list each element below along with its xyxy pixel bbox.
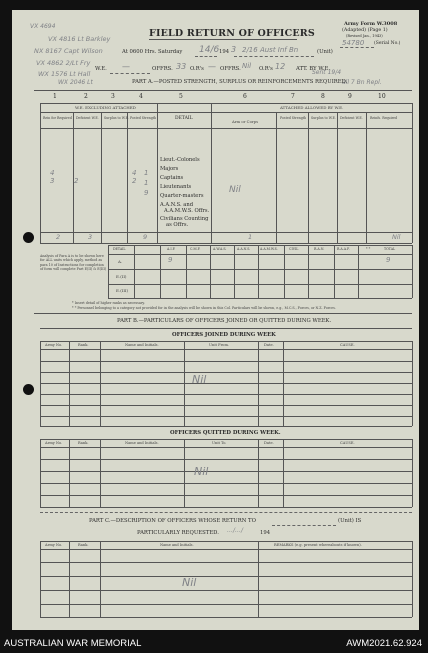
date-line xyxy=(195,56,217,57)
hw-mark: 2 xyxy=(132,177,137,185)
part-c-col xyxy=(258,541,259,617)
table-a-col xyxy=(157,103,158,243)
table-a-col xyxy=(211,103,212,243)
joined-row xyxy=(40,405,412,406)
analysis-col xyxy=(108,245,109,298)
serial-number: 54780 xyxy=(342,39,365,47)
table-a-col xyxy=(101,112,102,243)
scribble-line: VX 4816 Lt Barkley xyxy=(48,35,111,43)
subheader-c10: Reinfs. Required xyxy=(370,116,398,120)
subheader-c5: DETAIL xyxy=(175,116,193,121)
header-date: 14/6 xyxy=(199,45,220,55)
rank-label: A.A.N.S. and xyxy=(160,202,194,208)
col-number: 10 xyxy=(378,93,386,100)
ors-value: — xyxy=(208,62,216,71)
archive-caption-bar xyxy=(0,634,428,653)
part-c-col-head: Army No. xyxy=(45,543,63,547)
joined-bottom xyxy=(40,426,412,427)
joined-title: OFFICERS JOINED DURING WEEK xyxy=(172,332,276,338)
part-c-col-head: Name and Initials. xyxy=(160,543,194,547)
subheader-c2: Deficient W.E. xyxy=(76,116,99,120)
we-line xyxy=(110,73,150,74)
part-c-row xyxy=(40,562,412,563)
part-c-head-top xyxy=(40,541,412,542)
scribble-line: NX 8167 Capt Wilson xyxy=(34,47,103,55)
analysis-col-head: C.M.F. xyxy=(190,247,201,251)
hw-mark: 9 xyxy=(143,233,148,241)
scribble-line: WX 1576 Lt Hall xyxy=(38,70,91,78)
table-a-top xyxy=(40,103,412,104)
quitted-col-head: Rank. xyxy=(78,441,89,445)
header-unit: 2/16 Aust Inf Bn xyxy=(242,46,299,54)
analysis-col xyxy=(412,245,413,298)
part-c-row xyxy=(40,590,412,591)
joined-col xyxy=(69,341,70,426)
col-number: 3 xyxy=(111,93,115,100)
part-c-col xyxy=(100,541,101,617)
analysis-col-head: A.A.M.W.S. xyxy=(260,247,278,251)
quitted-col-head: CAUSE. xyxy=(340,441,355,445)
analysis-row-label: A. xyxy=(118,259,123,264)
caption-left: AUSTRALIAN WAR MEMORIAL xyxy=(4,638,142,649)
analysis-col-head: CIVIL xyxy=(289,247,299,251)
analysis-col xyxy=(234,245,235,298)
hw-mark: 3 xyxy=(88,233,93,241)
analysis-col-head: A.A.N.S. xyxy=(237,247,251,251)
col-number: 6 xyxy=(243,93,247,100)
subheader-c3: Surplus to W.E. xyxy=(104,116,129,120)
analysis-col xyxy=(258,245,259,298)
part-a-rule xyxy=(34,90,412,91)
subheader-c7: Posted Strength xyxy=(280,116,307,120)
analysis-col xyxy=(284,245,285,298)
subheader-c9: Deficient W.E. xyxy=(340,116,363,120)
joined-col-head: CAUSE. xyxy=(340,343,355,347)
part-c-separator xyxy=(40,512,412,513)
joined-row xyxy=(40,383,412,384)
quitted-row xyxy=(40,459,412,460)
col-number: 9 xyxy=(348,93,352,100)
quitted-col-head: Unit To. xyxy=(212,441,227,445)
at-label: At 0600 Hrs. Saturday xyxy=(122,49,183,55)
part-c-bottom xyxy=(40,617,412,618)
quitted-col xyxy=(258,439,259,507)
joined-row xyxy=(40,361,412,362)
analysis-row-label: E.(III) xyxy=(116,288,129,293)
part-b-top-rule xyxy=(34,313,412,314)
hw-mark: 2 xyxy=(56,233,61,241)
footnote: * * Personnel belonging to a category not provided for in the analysis will be shown in this Col. Particulars will be shown, e.g., M.C.S., Forces, or N.Z. Forces. xyxy=(72,306,336,310)
quitted-nil: Nil xyxy=(194,465,209,478)
col-number: 7 xyxy=(291,93,295,100)
col-number: 2 xyxy=(84,93,88,100)
joined-nil: Nil xyxy=(192,373,207,386)
quitted-col xyxy=(283,439,284,507)
part-c-row xyxy=(40,604,412,605)
part-c-title: PART C.—DESCRIPTION OF OFFICERS WHOSE RETURN TO xyxy=(89,518,256,524)
form-ref-line2: (Adapted) (Page 1) xyxy=(342,28,388,33)
table-a-col xyxy=(308,112,309,243)
offrs2-label: OFFRS. xyxy=(220,66,241,72)
hw-mark: 4 xyxy=(132,169,137,177)
rank-label: as Offrs. xyxy=(166,222,189,228)
table-a-headline xyxy=(40,128,412,129)
part-c-unit-line xyxy=(272,525,336,526)
we-excl-header: W.E. EXCLUDING ATTACHED xyxy=(75,105,136,110)
joined-col xyxy=(412,341,413,426)
quitted-row xyxy=(40,495,412,496)
analysis-col-head: DETAIL xyxy=(113,247,126,251)
analysis-col xyxy=(160,245,161,298)
we-value: — xyxy=(122,62,130,71)
part-c-line2: PARTICULARLY REQUESTED. xyxy=(137,530,219,536)
part-c-date: …/…/ xyxy=(227,527,244,534)
analysis-col-head: R.A.N. xyxy=(314,247,325,251)
hw-mark: 3 xyxy=(50,177,55,185)
punch-hole-top xyxy=(23,232,34,243)
scribble-line: VX 4694 xyxy=(30,23,56,30)
quitted-col xyxy=(69,439,70,507)
analysis-top xyxy=(108,245,412,246)
analysis-bottom xyxy=(108,298,412,299)
hw-mark: 2 xyxy=(74,177,79,185)
form-ref-line1: Army Form W.3008 xyxy=(344,21,398,27)
form-sheet xyxy=(12,10,419,630)
form-ref-line3: (Revised Jan., 1943) xyxy=(346,34,383,38)
header-year: 3 xyxy=(231,45,237,54)
table-a-col xyxy=(337,112,338,243)
table-a-col xyxy=(40,103,41,243)
quitted-head-bottom xyxy=(40,447,412,448)
hw-mark: 1 xyxy=(248,233,253,241)
joined-col-head: Name and Initials. xyxy=(125,343,159,347)
hw-mark-nil: Nil xyxy=(229,185,241,195)
joined-col xyxy=(184,341,185,426)
joined-row xyxy=(40,416,412,417)
hw-mark: 9 xyxy=(144,189,149,197)
subheader-c8: Surplus to W.E. xyxy=(311,116,336,120)
analysis-note-text: Analysis of Para A is to be shown here for ALL units which apply, method as para 10 of Instructions for completion of form will complete Part E(II) & E(III) xyxy=(40,254,107,271)
serial-label: (Serial No.) xyxy=(374,41,401,46)
quitted-row xyxy=(40,471,412,472)
part-c-col xyxy=(412,541,413,617)
scribble-line: VX 4862 2/Lt Fry xyxy=(36,59,91,67)
part-b-rule xyxy=(40,328,412,329)
rank-label: A.A.M.W.S. Offrs. xyxy=(164,208,210,214)
analysis-note xyxy=(40,254,108,271)
analysis-head xyxy=(108,254,412,255)
col-number: 5 xyxy=(179,93,183,100)
we-label: W.E. xyxy=(95,66,107,72)
subheader-c1: Rein for Required xyxy=(43,116,72,120)
analysis-col-head: A.W.A.S. xyxy=(213,247,227,251)
hw-mark-nil: Nil xyxy=(392,233,401,241)
joined-head-bottom xyxy=(40,349,412,350)
rank-label: Lieut.-Colonels xyxy=(160,157,200,163)
analysis-row xyxy=(108,269,412,270)
ors2-value: 12 xyxy=(275,62,286,71)
col-number: 4 xyxy=(139,93,143,100)
quitted-bottom xyxy=(40,507,412,508)
table-a-col xyxy=(276,112,277,243)
ors-label: O.R's xyxy=(190,66,204,72)
joined-col xyxy=(100,341,101,426)
rank-label: Lieutenants xyxy=(160,184,192,190)
table-a-col xyxy=(412,103,413,243)
table-a-col xyxy=(366,112,367,243)
quitted-col xyxy=(100,439,101,507)
caption-right: AWM2021.62.924 xyxy=(346,638,422,649)
part-b-title: PART B.—PARTICULARS OF OFFICERS JOINED OR QUITTED DURING WEEK. xyxy=(117,318,332,324)
joined-head-top xyxy=(40,341,412,342)
joined-col-head: Rank. xyxy=(78,343,89,347)
unit-line xyxy=(234,56,314,57)
joined-col xyxy=(258,341,259,426)
ors2-label: O.R's xyxy=(259,66,273,72)
hw-mark: 4 xyxy=(50,169,55,177)
scribble-line: WX 2046 Lt xyxy=(58,79,93,86)
quitted-col xyxy=(412,439,413,507)
joined-row xyxy=(40,394,412,395)
hw-mark: 1 xyxy=(144,179,149,187)
col-number: 1 xyxy=(53,93,57,100)
offrs-label: OFFRS. xyxy=(152,66,173,72)
analysis-col-head: TOTAL xyxy=(384,247,396,251)
analysis-col xyxy=(210,245,211,298)
part-c-col-head: Rank. xyxy=(78,543,89,547)
joined-col xyxy=(283,341,284,426)
analysis-col xyxy=(186,245,187,298)
analysis-col-head: R.A.A.F. xyxy=(337,247,350,251)
quitted-title: OFFICERS QUITTED DURING WEEK. xyxy=(170,430,281,436)
title-underline xyxy=(149,39,297,40)
hw-mark: 1 xyxy=(144,169,149,177)
att-label: ATT. BY W.E. xyxy=(296,66,331,72)
offrs2-value: Nil xyxy=(242,62,252,70)
col-number: 8 xyxy=(321,93,325,100)
joined-col-head: Unit From. xyxy=(209,343,230,347)
analysis-total-value: 9 xyxy=(386,256,391,264)
part-c-year: 194 xyxy=(260,530,271,536)
part-c-unit-label: (Unit) IS xyxy=(338,518,362,524)
analysis-aif-value: 9 xyxy=(168,256,173,264)
quitted-col-head: Date. xyxy=(264,441,274,445)
unit-label: (Unit) xyxy=(317,49,333,55)
analysis-col xyxy=(358,245,359,298)
joined-row xyxy=(40,372,412,373)
part-c-col xyxy=(40,541,41,617)
analysis-col xyxy=(334,245,335,298)
quitted-col-head: Name and Initials. xyxy=(125,441,159,445)
year-label: 194 xyxy=(219,49,230,55)
rank-label: Majors xyxy=(160,166,179,172)
attached-header: ATTACHED ALLOWED BY W.E. xyxy=(280,105,344,110)
rank-label: Quarter-masters xyxy=(160,193,204,199)
part-c-col xyxy=(69,541,70,617)
part-c-col-head: REMARKS (e.g. present whereabouts if known). xyxy=(274,543,362,547)
table-a-col xyxy=(127,112,128,243)
analysis-col xyxy=(308,245,309,298)
part-a-title: PART A.—POSTED STRENGTH, SURPLUS OR REINFORCEMENTS REQUIRED. xyxy=(132,79,348,85)
analysis-col xyxy=(134,245,135,298)
joined-col-head: Army No. xyxy=(45,343,63,347)
quitted-head-top xyxy=(40,439,412,440)
quitted-col xyxy=(184,439,185,507)
rank-label: Civilians Counting xyxy=(160,216,209,222)
part-c-row xyxy=(40,576,412,577)
form-title: FIELD RETURN OF OFFICERS xyxy=(149,28,315,39)
table-a-subline xyxy=(40,112,412,113)
joined-col-head: Date. xyxy=(264,343,274,347)
analysis-col-head: * * xyxy=(366,247,371,251)
subheader-c6: Arm or Corps xyxy=(232,119,259,124)
analysis-row xyxy=(108,284,412,285)
quitted-row xyxy=(40,483,412,484)
subheader-c4: Posted Strength xyxy=(130,116,157,120)
table-a-sum xyxy=(40,243,412,244)
analysis-row-label: E.(II) xyxy=(116,274,127,279)
analysis-col-head: A.I.F. xyxy=(167,247,176,251)
serial-line xyxy=(340,47,374,48)
part-c-nil: Nil xyxy=(182,576,197,589)
offrs-value: 33 xyxy=(176,62,187,71)
scribble-line: Sent 19/4 xyxy=(312,69,342,76)
scribble-line: all 7 Bn Repl. xyxy=(342,79,382,86)
rank-label: Captains xyxy=(160,175,184,181)
part-c-head-bottom xyxy=(40,549,412,550)
quitted-col-head: Army No. xyxy=(45,441,63,445)
footnote: * Insert detail of higher ranks as necessary. xyxy=(72,301,145,305)
table-a-bottom xyxy=(40,232,412,233)
punch-hole-bottom xyxy=(23,384,34,395)
joined-col xyxy=(40,341,41,426)
quitted-col xyxy=(40,439,41,507)
